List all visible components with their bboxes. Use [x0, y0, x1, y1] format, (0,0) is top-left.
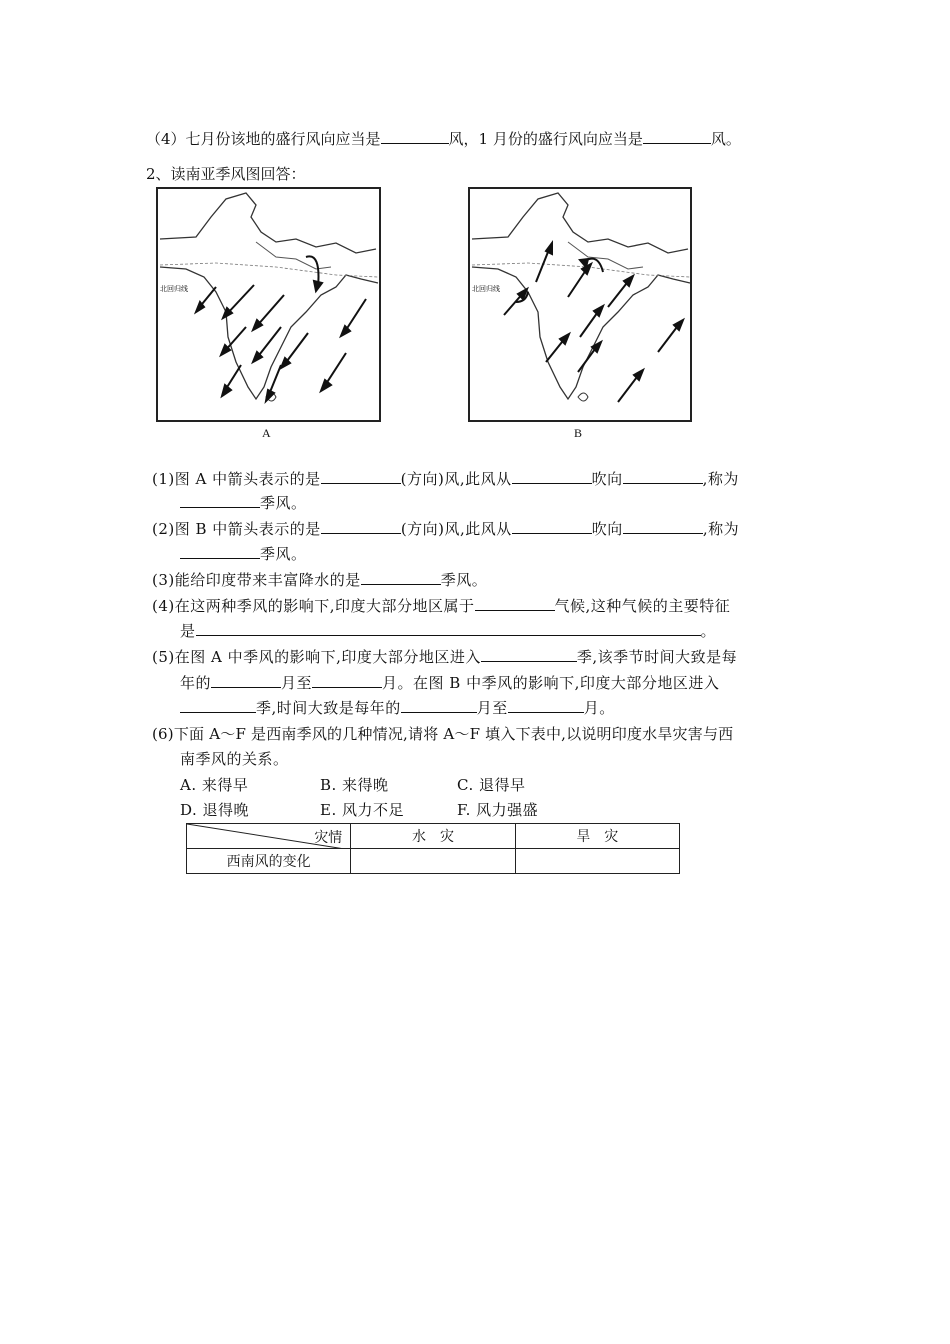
question-5-line3 [180, 697, 615, 718]
table-cell-drought-answer[interactable] [515, 849, 679, 874]
q5-text-a: (5)在图 A 中季风的影响下,印度大部分地区进入 [152, 648, 481, 666]
q1-blank-direction[interactable] [321, 469, 401, 484]
question-6-line2: 南季风的关系。 [180, 750, 289, 768]
disaster-table [186, 823, 680, 874]
monsoon-map-a [156, 187, 381, 422]
q4b-blank-feature[interactable] [196, 621, 701, 636]
question-1-line2 [180, 492, 307, 513]
q2-blank-to[interactable] [623, 519, 703, 534]
q1-text-c: 吹向 [591, 470, 623, 488]
q5-blank-month-start-b[interactable] [401, 698, 477, 713]
question-4-line2 [180, 620, 716, 641]
map-a-inset-label: 北回归线 [160, 286, 188, 293]
q5-blank-month-start-a[interactable] [211, 673, 281, 688]
q4-text1: （4）七月份该地的盛行风向应当是 [146, 130, 381, 148]
monsoon-map-b [468, 187, 692, 422]
q4b-text-b: 气候,这种气候的主要特征 [554, 597, 731, 615]
table-corner-cell [187, 824, 351, 849]
q5-text-g: 月至 [476, 699, 508, 717]
q5-text-h: 月。 [583, 699, 615, 717]
q1-text-d: ,称为 [702, 470, 739, 488]
map-a-svg [156, 187, 381, 422]
q1-text-a: (1)图 A 中箭头表示的是 [152, 470, 321, 488]
q4b-text-d: 。 [700, 622, 717, 640]
q2-blank-from[interactable] [512, 519, 592, 534]
q5-blank-month-end-b[interactable] [508, 698, 584, 713]
q1-blank-name[interactable] [180, 493, 260, 508]
question-4-line1 [152, 595, 730, 616]
option-a: A. 来得早 [180, 776, 249, 794]
q1-blank-to[interactable] [623, 469, 703, 484]
question-2-line2 [180, 543, 307, 564]
q1-text-e: 季风。 [260, 494, 307, 512]
q2-text-c: 吹向 [591, 520, 623, 538]
q4-blank-jan[interactable] [643, 129, 711, 144]
question-1-line1 [152, 468, 739, 489]
q2-text-b: (方向)风,此风从 [400, 520, 512, 538]
q5-blank-month-end-a[interactable] [312, 673, 382, 688]
map-a-label: A [262, 426, 271, 440]
q2-blank-name[interactable] [180, 544, 260, 559]
q1-blank-from[interactable] [512, 469, 592, 484]
q3-text-a: (3)能给印度带来丰富降水的是 [152, 571, 361, 589]
option-d: D. 退得晚 [180, 801, 250, 819]
q2-text-a: (2)图 B 中箭头表示的是 [152, 520, 321, 538]
q5-text-f: 季,时间大致是每年的 [256, 699, 401, 717]
question-6-line1: (6)下面 A～F 是西南季风的几种情况,请将 A～F 填入下表中,以说明印度水旱灾害与西 [152, 725, 734, 743]
table-cell-flood-answer[interactable] [351, 849, 515, 874]
q2-text-e: 季风。 [260, 545, 307, 563]
question-5-line2 [180, 672, 719, 693]
q3-text-b: 季风。 [440, 571, 488, 589]
q5-text-b: 季,该季节时间大致是每 [576, 648, 738, 666]
q3-blank[interactable] [361, 570, 441, 585]
q4-text2: 风，1 月份的盛行风向应当是 [448, 130, 643, 148]
question-3 [152, 569, 487, 590]
table-corner-label: 灾情 [314, 830, 343, 846]
q2-blank-direction[interactable] [321, 519, 401, 534]
q5-text-e: 月。在图 B 中季风的影响下,印度大部分地区进入 [382, 674, 720, 692]
map-b-inset-label: 北回归线 [472, 286, 500, 293]
table-row [187, 849, 680, 874]
q5-text-c: 年的 [180, 674, 212, 692]
option-e: E. 风力不足 [320, 801, 404, 819]
q4b-blank-climate[interactable] [475, 596, 555, 611]
question-5-line1 [152, 646, 737, 667]
q4-blank-july[interactable] [381, 129, 449, 144]
q4b-text-c: 是 [180, 622, 196, 640]
option-c: C. 退得早 [457, 776, 526, 794]
q1-text-b: (方向)风,此风从 [400, 470, 512, 488]
question-2-line1 [152, 518, 739, 539]
map-b-label: B [574, 426, 583, 440]
option-f: F. 风力强盛 [457, 801, 539, 819]
table-col-flood: 水 灾 [351, 824, 515, 849]
table-col-drought: 旱 灾 [515, 824, 679, 849]
q5-blank-season-a[interactable] [481, 647, 577, 662]
q4-line [146, 128, 741, 149]
q5-blank-season-b[interactable] [180, 698, 256, 713]
map-b-svg [468, 187, 692, 422]
q4b-text-a: (4)在这两种季风的影响下,印度大部分地区属于 [152, 597, 475, 615]
q4-text3: 风。 [710, 130, 741, 148]
table-header-row [187, 824, 680, 849]
option-b: B. 来得晚 [320, 776, 389, 794]
q2-title: 2、读南亚季风图回答： [146, 165, 306, 183]
table-row-label: 西南风的变化 [187, 849, 351, 874]
q5-text-d: 月至 [281, 674, 313, 692]
q2-text-d: ,称为 [702, 520, 740, 538]
